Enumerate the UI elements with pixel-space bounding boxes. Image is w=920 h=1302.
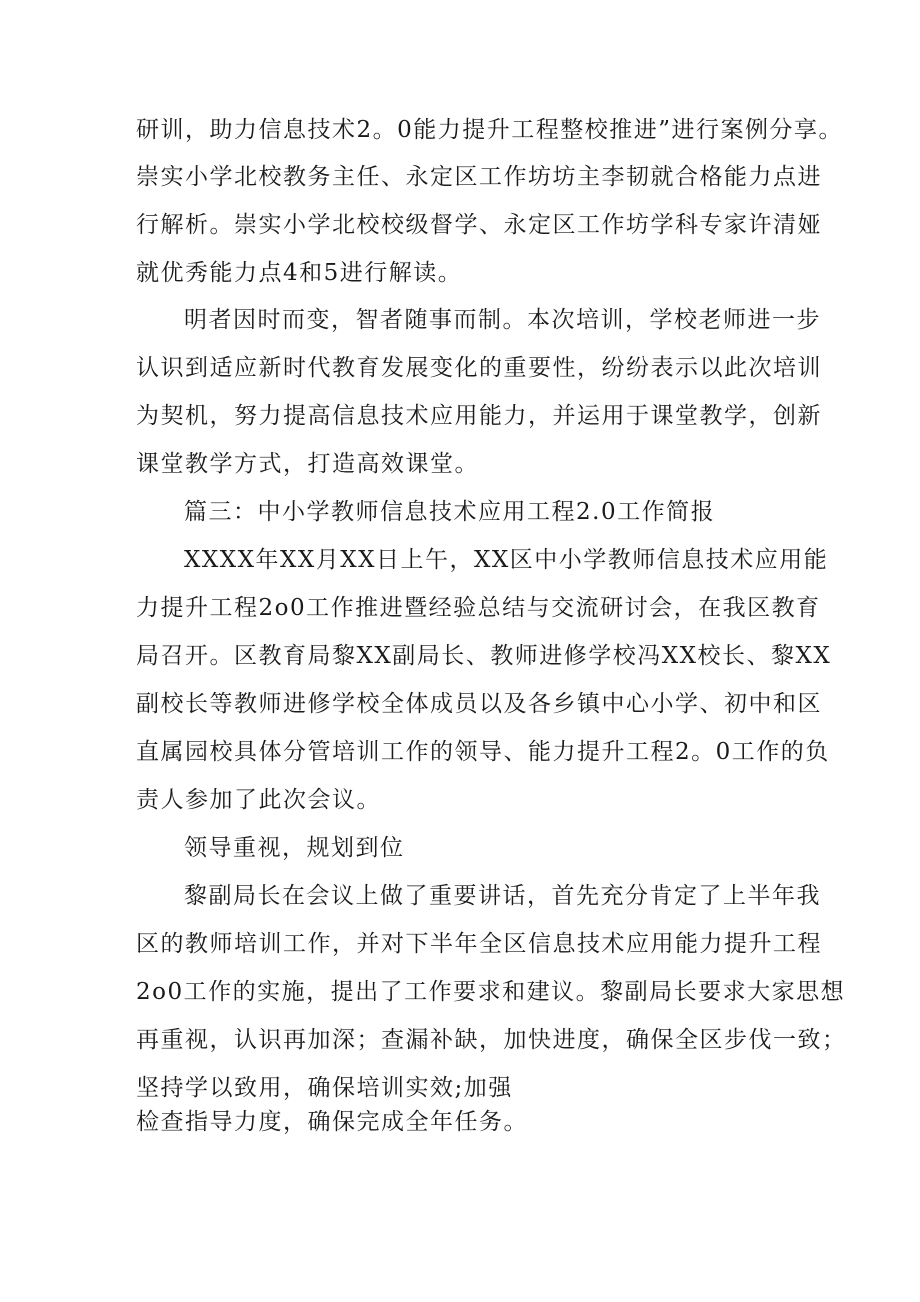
section-heading: 篇三：中小学教师信息技术应用工程2.0工作简报 (184, 499, 716, 525)
text-line: 局召开。区教育局黎XX副局长、教师进修学校冯XX校长、黎XX (136, 643, 832, 669)
text-line: 力提升工程2o0工作推进暨经验总结与交流研讨会，在我区教育 (136, 595, 821, 621)
text-line: 检查指导力度，确保完成全年任务。 (136, 1109, 528, 1135)
paragraph-first-line: XXXX年XX月XX日上午，XX区中小学教师信息技术应用能 (184, 547, 829, 573)
text-line: 认识到适应新时代教育发展变化的重要性，纷纷表示以此次培训 (136, 355, 822, 381)
paragraph-first-line: 黎副局长在会议上做了重要讲话，首先充分肯定了上半年我 (184, 883, 821, 909)
paragraph-first-line: 明者因时而变，智者随事而制。本次培训，学校老师进一步 (184, 307, 821, 333)
text-line: 研训，助力信息技术2。0能力提升工程整校推进”进行案例分享。 (136, 117, 844, 143)
subheading: 领导重视，规划到位 (184, 835, 405, 861)
text-line: 课堂教学方式，打造高效课堂。 (136, 451, 479, 477)
text-line: 再重视，认识再加深；查漏补缺，加快进度，确保全区步伐一致； (136, 1027, 847, 1053)
text-line: 2o0工作的实施，提出了工作要求和建议。黎副局长要求大家思想 (136, 979, 846, 1005)
text-line: 责人参加了此次会议。 (136, 787, 381, 813)
text-line: 副校长等教师进修学校全体成员以及各乡镇中心小学、初中和区 (136, 691, 822, 717)
text-line: 为契机，努力提高信息技术应用能力，并运用于课堂教学，创新 (136, 403, 822, 429)
text-line: 崇实小学北校教务主任、永定区工作坊坊主李韧就合格能力点进 (136, 164, 822, 190)
text-line: 直属园校具体分管培训工作的领导、能力提升工程2。0工作的负 (136, 739, 830, 765)
text-line: 区的教师培训工作，并对下半年全区信息技术应用能力提升工程 (136, 931, 822, 957)
text-line: 就优秀能力点4和5进行解读。 (136, 260, 463, 286)
text-line: 行解析。崇实小学北校校级督学、永定区工作坊学科专家许清娅 (136, 212, 822, 238)
text-line: 坚持学以致用，确保培训实效;加强 (136, 1075, 513, 1101)
